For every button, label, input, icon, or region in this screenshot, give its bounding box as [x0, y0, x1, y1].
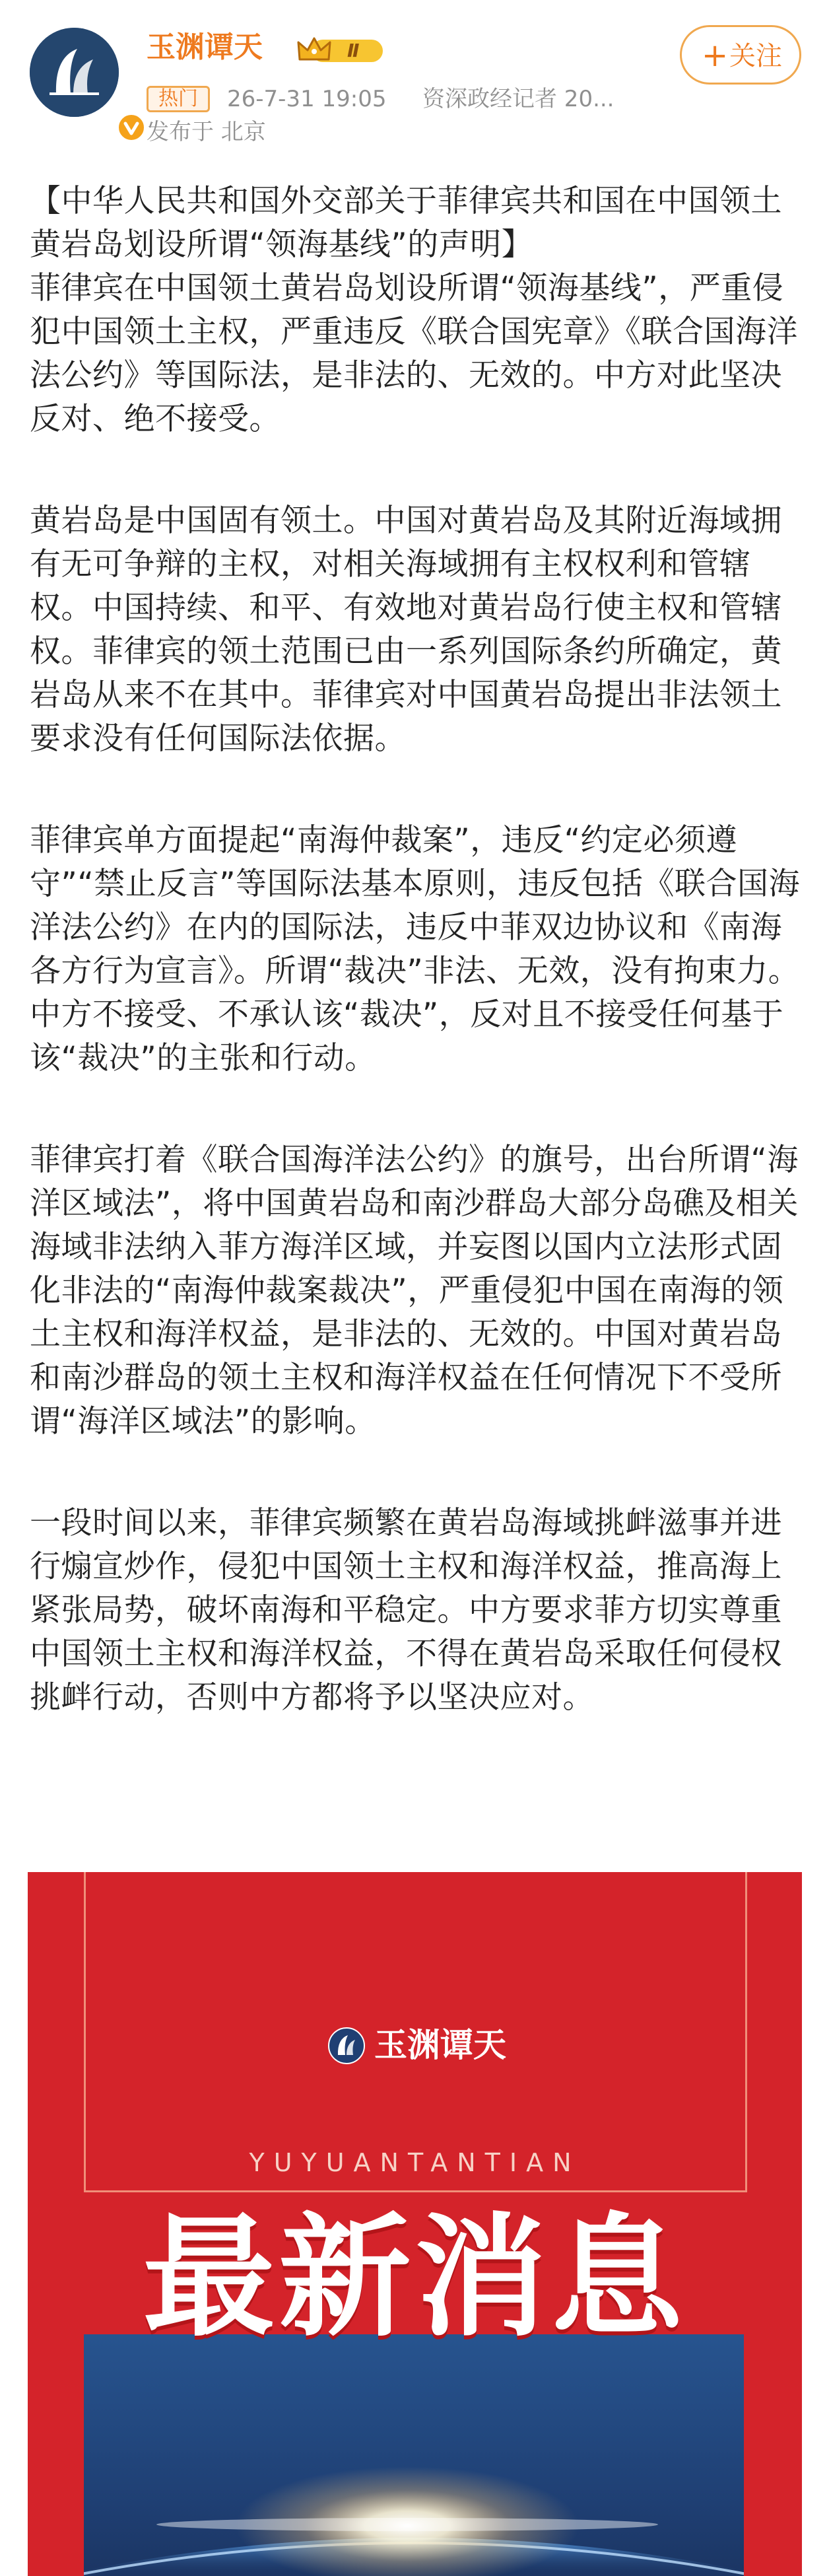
logo-icon [30, 28, 119, 117]
post-content [30, 180, 805, 1720]
hot-tag [147, 86, 210, 112]
blue-panel [84, 2334, 744, 2576]
post-time: 26-7-31 19:05 [227, 86, 387, 112]
post-image[interactable] [28, 1872, 802, 2576]
paragraph: 一段时间以来，菲律宾频繁在黄岩岛海域挑衅滋事并进行煽宣炒作，侵犯中国领土主权和海洋权益，推高海上紧张局势，破坏南海和平稳定。中方要求菲方切实尊重中国领土主权和海洋权益，不得在黄岩岛采取任何侵权挑衅行动，否则中方都将予以坚决应对。 [30, 1505, 782, 1716]
post-header [0, 0, 829, 165]
paragraph: 黄岩岛是中国固有领土。中国对黄岩岛及其附近海域拥有无可争辩的主权，对相关海域拥有主权权利和管辖权。中国持续、和平、有效地对黄岩岛行使主权和管辖权。菲律宾的领土范围已由一系列国际条约所确定，黄岩岛从来不在其中。菲律宾对中国黄岩岛提出非法领土要求没有任何国际法依据。 [30, 503, 782, 757]
follow-button[interactable] [680, 25, 801, 85]
follow-label: 关注 [729, 41, 782, 71]
verified-badge-icon [116, 112, 147, 143]
brand-name: 玉渊谭天 [374, 2025, 506, 2064]
crown-icon [296, 34, 335, 66]
author-name[interactable]: 玉渊谭天 [147, 30, 263, 64]
hot-tag-label: 热门 [158, 87, 198, 110]
headline: 最新消息 [143, 2201, 687, 2355]
plus-icon: + [702, 37, 729, 74]
paragraph: 菲律宾单方面提起“南海仲裁案”，违反“约定必须遵守”“禁止反言”等国际法基本原则，违反包括《联合国海洋法公约》在内的国际法，违反中菲双边协议和《南海各方行为宣言》。所谓“裁决”非法、无效，没有拘束力。中方不接受、不承认该“裁决”，反对且不接受任何基于该“裁决”的主张和行动。 [30, 822, 801, 1076]
brand-pinyin: YUYUANTANTIAN [249, 2148, 581, 2177]
paragraph: 菲律宾打着《联合国海洋法公约》的旗号，出台所谓“海洋区域法”，将中国黄岩岛和南沙群岛大部分岛礁及相关海域非法纳入菲方海洋区域，并妄图以国内立法形式固化非法的“南海仲裁案裁决”，严重侵犯中国在南海的领土主权和海洋权益，是非法的、无效的。中国对黄岩岛和南沙群岛的领土主权和海洋权益在任何情况下不受所谓“海洋区域法”的影响。 [30, 1142, 799, 1440]
paragraph: 【中华人民共和国外交部关于菲律宾共和国在中国领土黄岩岛划设所谓“领海基线”的声明】 菲律宾在中国领土黄岩岛划设所谓“领海基线”，严重侵犯中国领土主权，严重违反《联合国宪章》《联合国海洋法公约》等国际法，是非法的、无效的。中方对此坚决反对、绝不接受。 [30, 183, 798, 437]
brand-logo-icon [328, 2027, 365, 2064]
level-number: Ⅱ [347, 40, 360, 61]
earth-glow-graphic [84, 2334, 744, 2576]
avatar[interactable] [30, 28, 119, 117]
member-level-badge[interactable] [296, 34, 385, 66]
post-location: 发布于 北京 [147, 119, 266, 145]
author-title: 资深政经记者 20... [422, 86, 614, 112]
